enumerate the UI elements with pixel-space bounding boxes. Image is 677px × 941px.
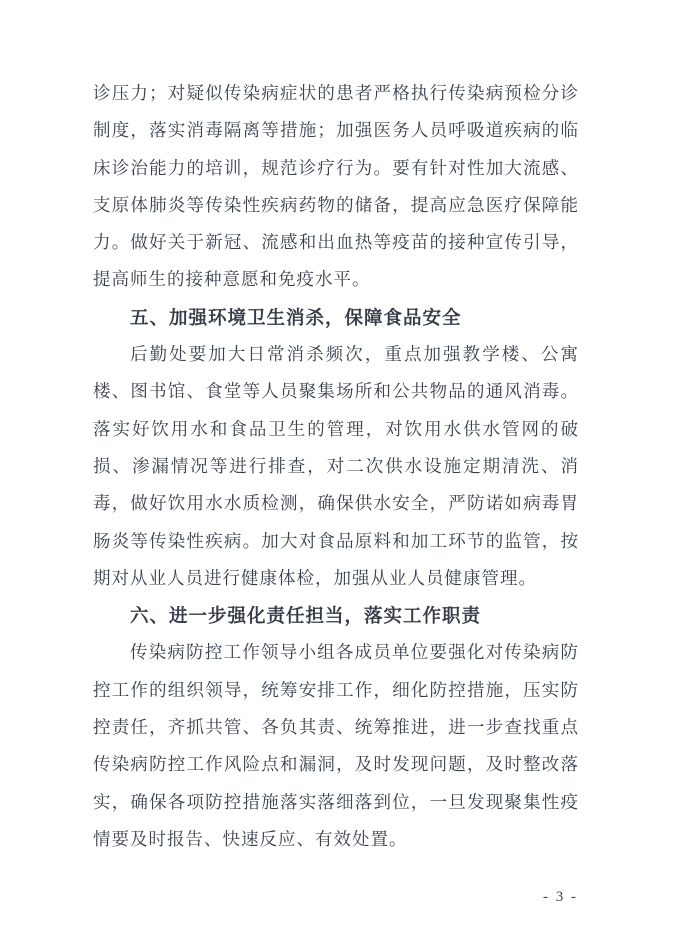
section-heading-five: 五、加强环境卫生消杀，保障食品安全 [130,306,462,328]
document-body [93,75,579,858]
page-number: - 3 - [543,889,578,905]
body-paragraph-environment-sanitation: 后勤处要加大日常消杀频次，重点加强教学楼、公寓楼、图书馆、食堂等人员聚集场所和公共物品的通风消毒。落实好饮用水和食品卫生的管理，对饮用水供水管网的破损、渗漏情况等进行排查，对二次供水设施定期清洗、消毒，做好饮用水水质检测，确保供水安全，严防诺如病毒胃肠炎等传染性疾病。加大对食品原料和加工环节的监管，按期对从业人员进行健康体检，加强从业人员健康管理。 [93,344,579,588]
body-paragraph-responsibility: 传染病防控工作领导小组各成员单位要强化对传染病防控工作的组织领导，统筹安排工作，细化防控措施，压实防控责任，齐抓共管、各负其责、统筹推进，进一步查找重点传染病防控工作风险点和漏洞，及时发现问题，及时整改落实，确保各项防控措施落实落细落到位，一旦发现聚集性疫情要及时报告、快速反应、有效处置。 [93,642,579,849]
body-paragraph-continuation: 诊压力；对疑似传染病症状的患者严格执行传染病预检分诊制度，落实消毒隔离等措施；加强医务人员呼吸道疾病的临床诊治能力的培训，规范诊疗行为。要有针对性加大流感、支原体肺炎等传染性疾病药物的储备，提高应急医疗保障能力。做好关于新冠、流感和出血热等疫苗的接种宣传引导，提高师生的接种意愿和免疫水平。 [93,83,579,290]
section-heading-six: 六、进一步强化责任担当，落实工作职责 [130,605,482,627]
